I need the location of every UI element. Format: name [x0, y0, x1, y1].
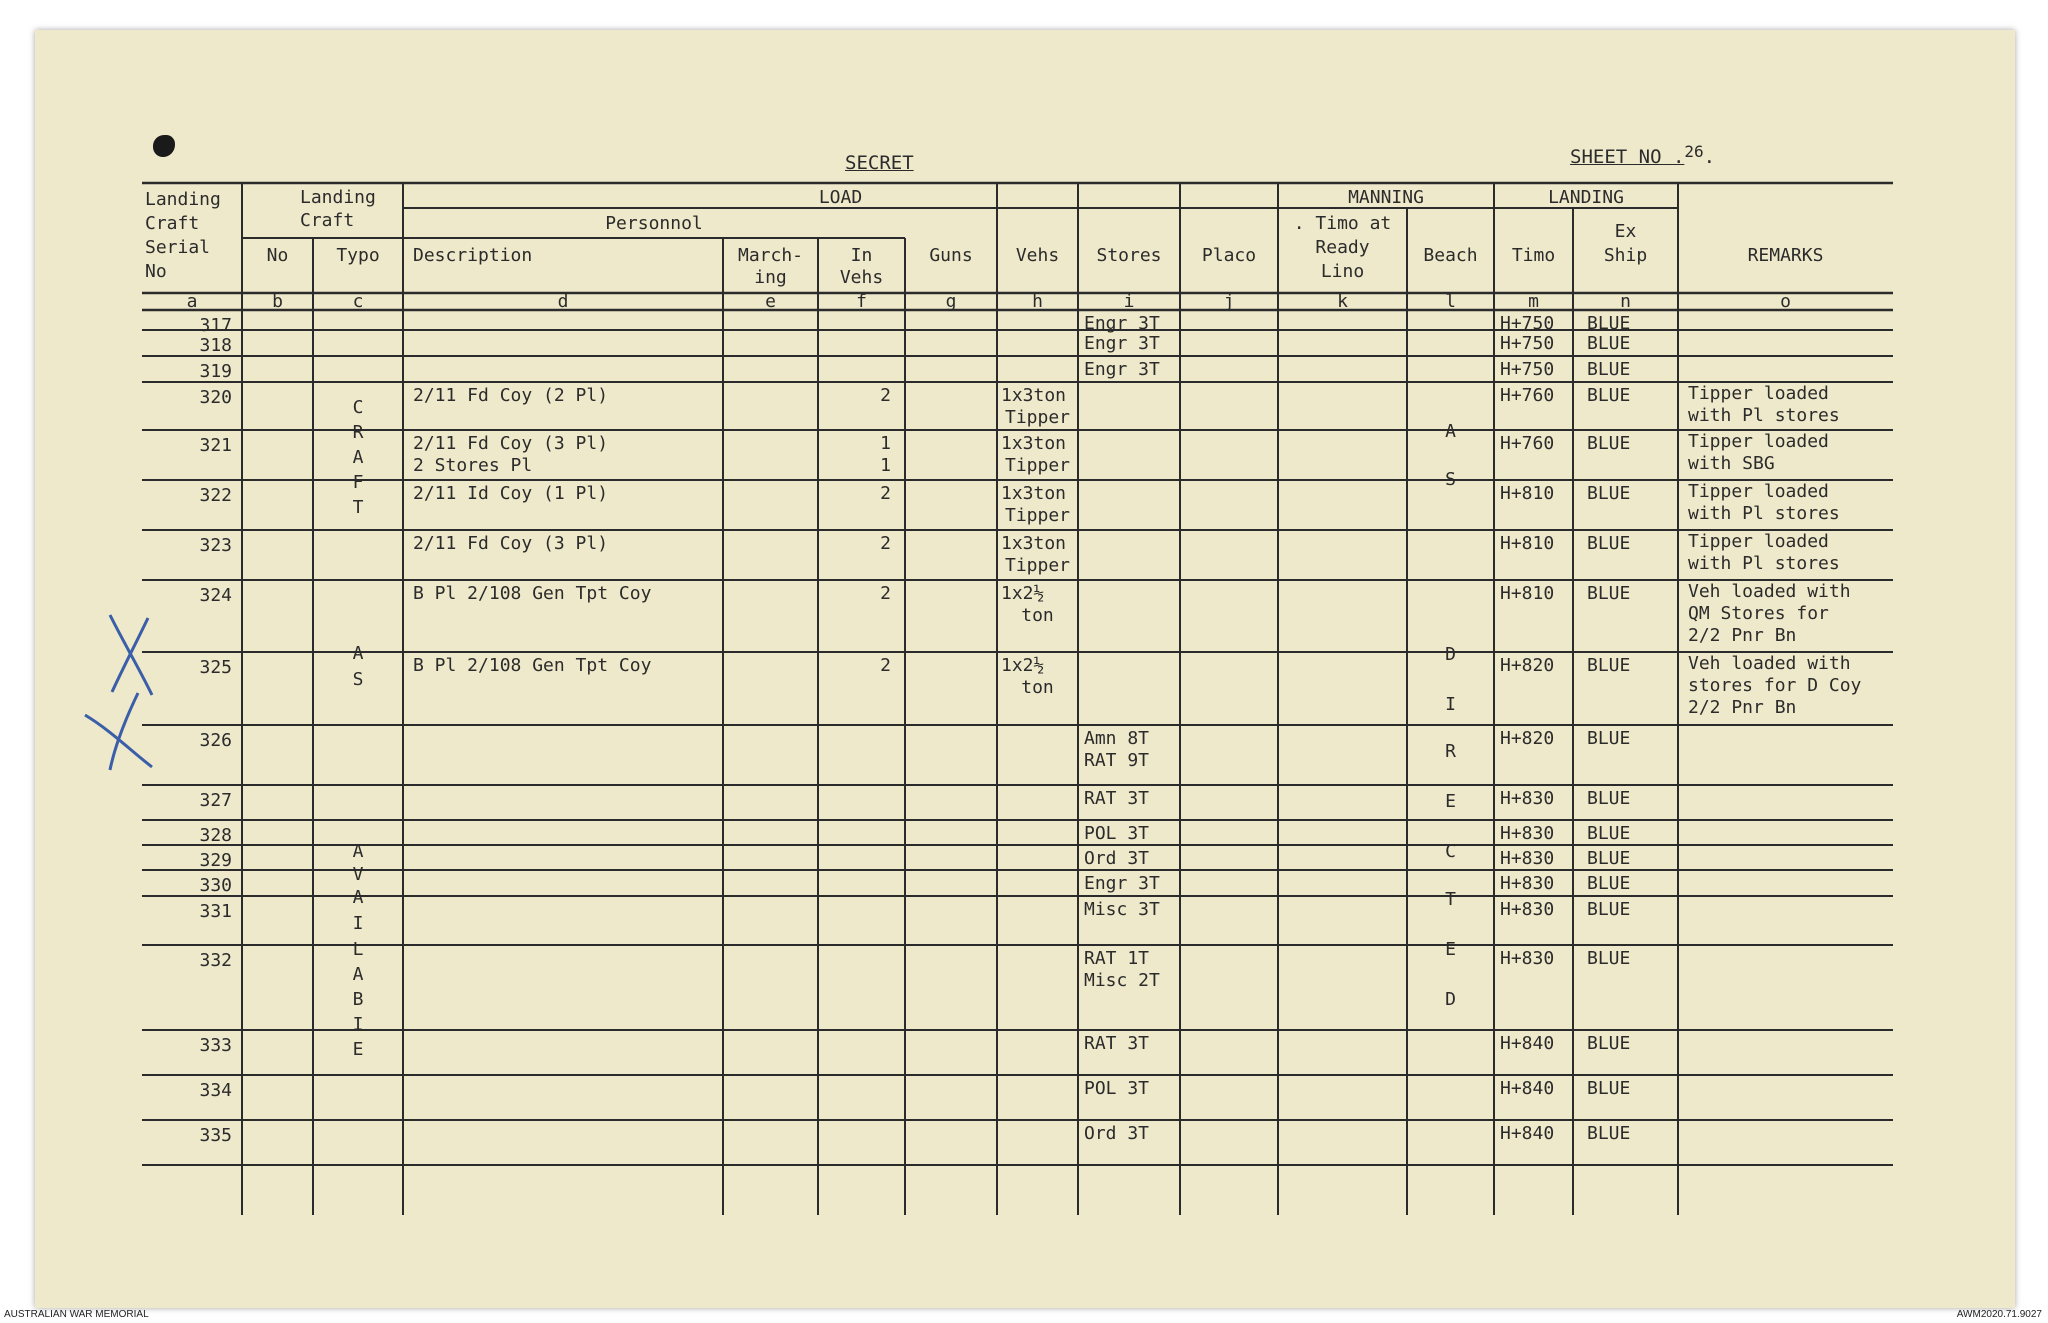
- row-ex-ship: BLUE: [1587, 655, 1631, 676]
- row-serial: 323: [199, 535, 232, 556]
- column-letter-h: h: [1032, 291, 1043, 312]
- row-remarks: with Pl stores: [1688, 503, 1840, 524]
- sheet-number-label: SHEET NO .: [1570, 146, 1685, 168]
- row-serial: 321: [199, 435, 232, 456]
- column-letter-i: i: [1123, 291, 1135, 312]
- row-stores: Misc 2T: [1084, 970, 1160, 991]
- row-remarks: Tipper loaded: [1688, 481, 1829, 502]
- header-description: Description: [413, 245, 533, 266]
- header-landing-craft-0: Landing: [300, 187, 376, 208]
- type-column-letter: T: [352, 497, 364, 518]
- row-time: H+830: [1500, 788, 1555, 809]
- sheet-number: [1570, 142, 1715, 168]
- row-ex-ship: BLUE: [1587, 728, 1631, 749]
- footer-right: AWM2020.71.9027: [1956, 1309, 2042, 1320]
- sheet-number-value: 26: [1684, 142, 1704, 161]
- row-time: H+840: [1500, 1033, 1555, 1054]
- type-column-letter: A: [352, 964, 364, 985]
- beach-column-letter: D: [1445, 644, 1456, 665]
- row-ex-ship: BLUE: [1587, 385, 1631, 406]
- document-sheet: [35, 30, 2015, 1308]
- row-time: H+840: [1500, 1078, 1555, 1099]
- row-in-vehs: 2: [880, 385, 891, 406]
- header-serial-0: Landing: [145, 189, 221, 210]
- beach-column-letter: I: [1445, 694, 1456, 715]
- row-description: B Pl 2/108 Gen Tpt Coy: [413, 655, 652, 676]
- column-letter-j: j: [1223, 291, 1235, 312]
- row-stores: Ord 3T: [1084, 1123, 1150, 1144]
- header-beach: Beach: [1423, 245, 1478, 266]
- type-column-letter: V: [352, 864, 364, 885]
- row-time: H+820: [1500, 728, 1555, 749]
- row-vehs: ton: [1021, 677, 1054, 698]
- type-column-letter: A: [352, 643, 364, 664]
- row-remarks: stores for D Coy: [1688, 675, 1862, 696]
- row-stores: POL 3T: [1084, 1078, 1150, 1099]
- row-serial: 322: [199, 485, 232, 506]
- type-column-letter: S: [352, 669, 364, 690]
- row-ex-ship: BLUE: [1587, 433, 1631, 454]
- row-ex-ship: BLUE: [1587, 533, 1631, 554]
- row-stores: RAT 3T: [1084, 788, 1150, 809]
- row-vehs: Tipper: [1004, 505, 1071, 526]
- beach-column-letter: T: [1445, 889, 1456, 910]
- row-stores: POL 3T: [1084, 823, 1150, 844]
- row-description: 2/11 Fd Coy (3 Pl): [413, 433, 609, 454]
- row-vehs: 1x3ton: [1001, 533, 1067, 554]
- row-serial: 335: [199, 1125, 232, 1146]
- row-ex-ship: BLUE: [1587, 899, 1631, 920]
- row-vehs: 1x2½: [1001, 655, 1045, 676]
- header-ex-ship-1: Ship: [1603, 245, 1648, 266]
- type-column-letter: I: [352, 913, 364, 934]
- row-time: H+810: [1500, 483, 1555, 504]
- row-stores: Engr 3T: [1084, 359, 1160, 380]
- column-letter-d: d: [557, 291, 569, 312]
- row-stores: RAT 9T: [1084, 750, 1150, 771]
- column-letter-b: b: [272, 291, 283, 312]
- row-remarks: with SBG: [1688, 453, 1775, 474]
- row-serial: 334: [199, 1080, 232, 1101]
- beach-column-letter: S: [1445, 469, 1456, 490]
- row-serial: 318: [199, 335, 232, 356]
- row-ex-ship: BLUE: [1587, 948, 1631, 969]
- header-stores: Stores: [1096, 245, 1162, 266]
- header-load: LOAD: [818, 187, 863, 208]
- row-vehs: 1x3ton: [1001, 433, 1067, 454]
- header-remarks: REMARKS: [1747, 245, 1824, 266]
- header-marching-1: ing: [754, 267, 787, 288]
- row-time: H+830: [1500, 899, 1555, 920]
- row-stores: Engr 3T: [1084, 313, 1160, 334]
- row-remarks: Veh loaded with: [1688, 653, 1851, 674]
- column-letter-e: e: [765, 291, 776, 312]
- header-guns: Guns: [929, 245, 973, 266]
- type-column-letter: L: [352, 939, 364, 960]
- row-vehs: Tipper: [1004, 555, 1071, 576]
- type-column-letter: C: [352, 397, 364, 418]
- row-vehs: 1x3ton: [1001, 385, 1067, 406]
- column-letter-n: n: [1620, 291, 1631, 312]
- row-vehs: Tipper: [1004, 407, 1071, 428]
- type-column-letter: I: [352, 1014, 364, 1035]
- row-ex-ship: BLUE: [1587, 788, 1631, 809]
- type-column-letter: F: [352, 472, 364, 493]
- row-in-vehs: 1: [880, 433, 891, 454]
- row-vehs: Tipper: [1004, 455, 1071, 476]
- row-serial: 332: [199, 950, 232, 971]
- row-serial: 331: [199, 901, 232, 922]
- type-column-letter: A: [352, 447, 364, 468]
- row-time: H+750: [1500, 313, 1555, 334]
- type-column-letter: R: [352, 422, 364, 443]
- header-type: Typo: [336, 245, 380, 266]
- footer-left: AUSTRALIAN WAR MEMORIAL: [4, 1309, 149, 1320]
- row-vehs: 1x3ton: [1001, 483, 1067, 504]
- row-in-vehs: 2: [880, 583, 891, 604]
- row-remarks: Tipper loaded: [1688, 531, 1829, 552]
- row-in-vehs: 2: [880, 483, 891, 504]
- row-description: 2 Stores Pl: [413, 455, 533, 476]
- beach-column-letter: D: [1445, 989, 1456, 1010]
- row-remarks: Tipper loaded: [1688, 383, 1829, 404]
- header-time-ready-0: . Timo at: [1293, 213, 1392, 234]
- row-remarks: with Pl stores: [1688, 405, 1840, 426]
- row-ex-ship: BLUE: [1587, 333, 1631, 354]
- row-serial: 328: [199, 825, 232, 846]
- row-remarks: with Pl stores: [1688, 553, 1840, 574]
- row-description: 2/11 Fd Coy (2 Pl): [413, 385, 609, 406]
- type-column-letter: B: [352, 989, 364, 1010]
- header-serial-3: No: [145, 261, 167, 282]
- row-time: H+840: [1500, 1123, 1555, 1144]
- row-serial: 325: [199, 657, 232, 678]
- row-description: 2/11 Id Coy (1 Pl): [413, 483, 609, 504]
- column-letter-c: c: [352, 291, 364, 312]
- header-landing-craft-1: Craft: [300, 210, 355, 231]
- header-vehs: Vehs: [1015, 245, 1060, 266]
- row-ex-ship: BLUE: [1587, 848, 1631, 869]
- row-serial: 327: [199, 790, 232, 811]
- header-time-ready-1: Ready: [1315, 237, 1370, 258]
- row-serial: 320: [199, 387, 232, 408]
- beach-column-letter: C: [1445, 841, 1456, 862]
- row-serial: 333: [199, 1035, 232, 1056]
- row-time: H+750: [1500, 333, 1555, 354]
- row-time: H+830: [1500, 848, 1555, 869]
- column-letter-f: f: [856, 291, 867, 312]
- header-manning: MANNING: [1348, 187, 1424, 208]
- type-column-letter: A: [352, 887, 364, 908]
- row-ex-ship: BLUE: [1587, 873, 1631, 894]
- header-no: No: [266, 245, 289, 266]
- row-ex-ship: BLUE: [1587, 1033, 1631, 1054]
- row-ex-ship: BLUE: [1587, 1123, 1631, 1144]
- row-in-vehs: 2: [880, 533, 891, 554]
- header-in-vehs-1: Vehs: [839, 267, 884, 288]
- row-in-vehs: 2: [880, 655, 891, 676]
- row-time: H+810: [1500, 583, 1555, 604]
- row-ex-ship: BLUE: [1587, 583, 1631, 604]
- header-serial-1: Craft: [145, 213, 200, 234]
- row-remarks: 2/2 Pnr Bn: [1688, 697, 1797, 718]
- column-letter-g: g: [945, 291, 957, 312]
- column-letter-m: m: [1528, 291, 1539, 312]
- row-serial: 324: [199, 585, 232, 606]
- row-time: H+760: [1500, 433, 1555, 454]
- row-remarks: QM Stores for: [1688, 603, 1829, 624]
- type-column-letter: A: [352, 841, 364, 862]
- row-vehs: ton: [1021, 605, 1054, 626]
- row-serial: 330: [199, 875, 232, 896]
- column-letter-l: l: [1445, 291, 1456, 312]
- row-stores: RAT 3T: [1084, 1033, 1150, 1054]
- row-time: H+830: [1500, 873, 1555, 894]
- row-time: H+810: [1500, 533, 1555, 554]
- row-stores: Ord 3T: [1084, 848, 1150, 869]
- row-description: 2/11 Fd Coy (3 Pl): [413, 533, 609, 554]
- column-letter-o: o: [1780, 291, 1791, 312]
- row-ex-ship: BLUE: [1587, 1078, 1631, 1099]
- header-place: Placo: [1201, 245, 1257, 266]
- header-serial-2: Serial: [145, 237, 211, 258]
- row-in-vehs: 1: [880, 455, 891, 476]
- row-ex-ship: BLUE: [1587, 823, 1631, 844]
- beach-column-letter: R: [1445, 741, 1456, 762]
- header-landing: LANDING: [1548, 187, 1624, 208]
- classification-label: SECRET: [845, 152, 914, 174]
- row-remarks: Veh loaded with: [1688, 581, 1851, 602]
- row-ex-ship: BLUE: [1587, 359, 1631, 380]
- header-marching-0: March-: [737, 245, 804, 266]
- beach-column-letter: E: [1445, 791, 1456, 812]
- row-remarks: Tipper loaded: [1688, 431, 1829, 452]
- row-ex-ship: BLUE: [1587, 483, 1631, 504]
- type-column-letter: E: [352, 1039, 364, 1060]
- row-stores: Misc 3T: [1084, 899, 1160, 920]
- row-stores: RAT 1T: [1084, 948, 1150, 969]
- row-stores: Engr 3T: [1084, 333, 1160, 354]
- header-ex-ship-0: Ex: [1614, 221, 1637, 242]
- row-time: H+830: [1500, 823, 1555, 844]
- row-serial: 326: [199, 730, 232, 751]
- row-remarks: 2/2 Pnr Bn: [1688, 625, 1797, 646]
- column-letter-a: a: [186, 291, 198, 312]
- sheet-number-suffix: .: [1703, 146, 1716, 168]
- beach-column-letter: A: [1445, 421, 1456, 442]
- row-time: H+760: [1500, 385, 1555, 406]
- row-vehs: 1x2½: [1001, 583, 1045, 604]
- row-serial: 329: [199, 850, 232, 871]
- row-stores: Engr 3T: [1084, 873, 1160, 894]
- row-stores: Amn 8T: [1084, 728, 1150, 749]
- header-in-vehs-0: In: [850, 245, 873, 266]
- row-description: B Pl 2/108 Gen Tpt Coy: [413, 583, 652, 604]
- row-time: H+820: [1500, 655, 1555, 676]
- header-time: Timo: [1511, 245, 1556, 266]
- column-letter-k: k: [1337, 291, 1348, 312]
- header-time-ready-2: Lino: [1320, 261, 1365, 282]
- row-serial: 319: [199, 361, 232, 382]
- row-time: H+750: [1500, 359, 1555, 380]
- row-ex-ship: BLUE: [1587, 313, 1631, 334]
- row-time: H+830: [1500, 948, 1555, 969]
- beach-column-letter: E: [1445, 939, 1456, 960]
- pen-x-mark-2: [80, 685, 160, 775]
- row-serial: 317: [199, 315, 232, 336]
- header-personnel: Personnol: [605, 213, 703, 234]
